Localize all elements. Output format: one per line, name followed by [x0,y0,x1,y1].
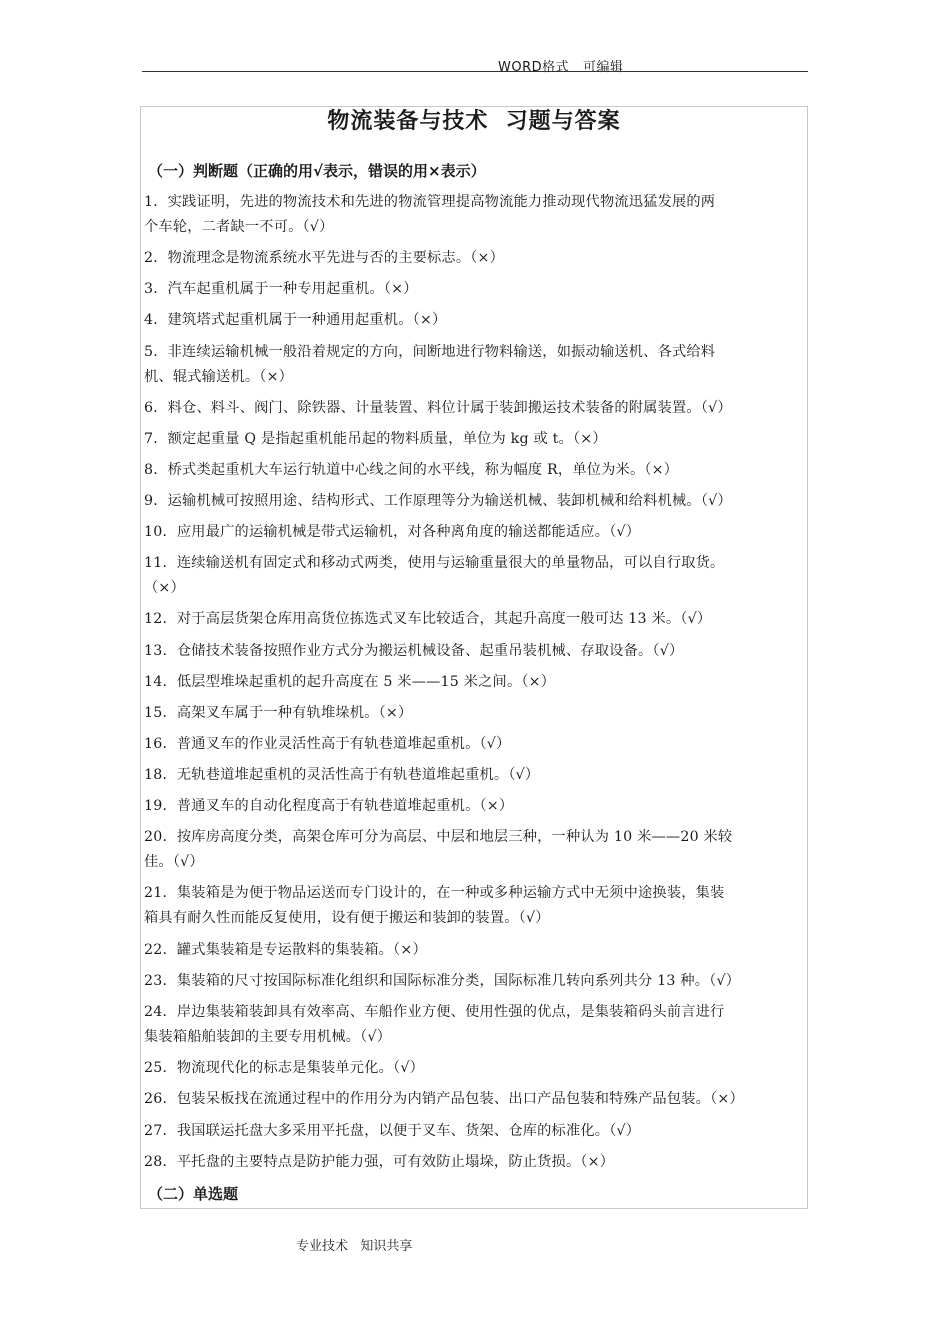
question-12 [144,607,812,632]
question-line: 3．汽车起重机属于一种专用起重机。（×） [144,281,418,297]
question-line: 12．对于高层货架仓库用高货位拣选式叉车比较适合，其起升高度一般可达 13 米。（√） [144,611,712,627]
question-26 [144,1087,812,1112]
question-5 [144,340,812,390]
question-3 [144,277,812,302]
question-24 [144,1000,812,1050]
question-line: 19．普通叉车的自动化程度高于有轨巷道堆起重机。（×） [144,798,514,814]
question-1 [144,190,812,240]
question-line: 15．高架叉车属于一种有轨堆垛机。（×） [144,705,413,721]
question-line: 27．我国联运托盘大多采用平托盘，以便于叉车、货架、仓库的标准化。（√） [144,1123,641,1139]
question-13 [144,639,812,664]
question-25 [144,1056,812,1081]
question-line: 6．料仓、料斗、阀门、除铁器、计量装置、料位计属于装卸搬运技术装备的附属装置。（√） [144,400,732,416]
question-line: 佳。（√） [144,854,204,870]
question-line: 8．桥式类起重机大车运行轨道中心线之间的水平线，称为幅度 R，单位为米。（×） [144,462,679,478]
question-6 [144,396,812,421]
question-19 [144,794,812,819]
question-23 [144,969,812,994]
question-line: 9．运输机械可按照用途、结构形式、工作原理等分为输送机械、装卸机械和给料机械。（√） [144,493,732,509]
question-2 [144,246,812,271]
question-line: 14．低层型堆垛起重机的起升高度在 5 米——15 米之间。（×） [144,674,556,690]
question-line: 4．建筑塔式起重机属于一种通用起重机。（×） [144,312,447,328]
question-7 [144,427,812,452]
question-line: 7．额定起重量 Q 是指起重机能吊起的物料质量，单位为 kg 或 t。（×） [144,431,607,447]
question-line: 16．普通叉车的作业灵活性高于有轨巷道堆起重机。（√） [144,736,511,752]
question-line: 13．仓储技术装备按照作业方式分为搬运机械设备、起重吊装机械、存取设备。（√） [144,643,684,659]
question-line: 26．包装呆板找在流通过程中的作用分为内销产品包装、出口产品包装和特殊产品包装。（×） [144,1091,744,1107]
question-line: 18．无轨巷道堆起重机的灵活性高于有轨巷道堆起重机。（√） [144,767,540,783]
question-line: 20．按库房高度分类，高架仓库可分为高层、中层和地层三种，一种认为 10 米——20 米较 [144,829,733,845]
page-header-text: WORD格式 可编辑 [498,60,624,75]
question-line: 个车轮，二者缺一不可。（√） [144,219,334,235]
question-9 [144,489,812,514]
question-8 [144,458,812,483]
question-14 [144,670,812,695]
question-line: 21．集装箱是为便于物品运送而专门设计的，在一种或多种运输方式中无须中途换装，集装 [144,885,725,901]
question-line: 10．应用最广的运输机械是带式运输机，对各种离角度的输送都能适应。（√） [144,524,641,540]
question-line: 24．岸边集装箱装卸具有效率高、车船作业方便、使用性强的优点，是集装箱码头前言进行 [144,1004,725,1020]
question-20 [144,825,812,875]
question-22 [144,938,812,963]
question-line: 集装箱船舶装卸的主要专用机械。（√） [144,1029,392,1045]
question-line: 23．集装箱的尺寸按国际标准化组织和国际标准分类，国际标准几转向系列共分 13 种。（√） [144,973,741,989]
question-line: 箱具有耐久性而能反复使用，设有便于搬运和装卸的装置。（√） [144,910,550,926]
question-line: 22．罐式集装箱是专运散料的集装箱。（×） [144,942,427,958]
question-line: 11．连续输送机有固定式和移动式两类，使用与运输重量很大的单量物品，可以自行取货。 [144,555,725,571]
question-11 [144,551,812,601]
question-line: （×） [144,580,185,596]
question-line: 1．实践证明，先进的物流技术和先进的物流管理提高物流能力推动现代物流迅猛发展的两 [144,194,716,210]
section-heading-single-choice: （二）单选题 [148,1185,239,1203]
question-line: 5．非连续运输机械一般沿着规定的方向，间断地进行物料输送，如振动输送机、各式给料 [144,344,716,360]
question-21 [144,881,812,931]
question-28 [144,1150,812,1175]
question-4 [144,308,812,333]
question-line: 2．物流理念是物流系统水平先进与否的主要标志。（×） [144,250,505,266]
question-15 [144,701,812,726]
question-16 [144,732,812,757]
header-rule [142,71,808,72]
question-27 [144,1119,812,1144]
question-18 [144,763,812,788]
question-line: 25．物流现代化的标志是集装单元化。（√） [144,1060,425,1076]
document-title: 物流装备与技术 习题与答案 [327,109,621,134]
page-footer-text: 专业技术 知识共享 [296,1239,413,1254]
question-10 [144,520,812,545]
section-heading-true-false: （一）判断题（正确的用√表示，错误的用×表示） [148,162,486,180]
question-line: 机、辊式输送机。（×） [144,369,294,385]
question-line: 28．平托盘的主要特点是防护能力强，可有效防止塌垛，防止货损。（×） [144,1154,615,1170]
